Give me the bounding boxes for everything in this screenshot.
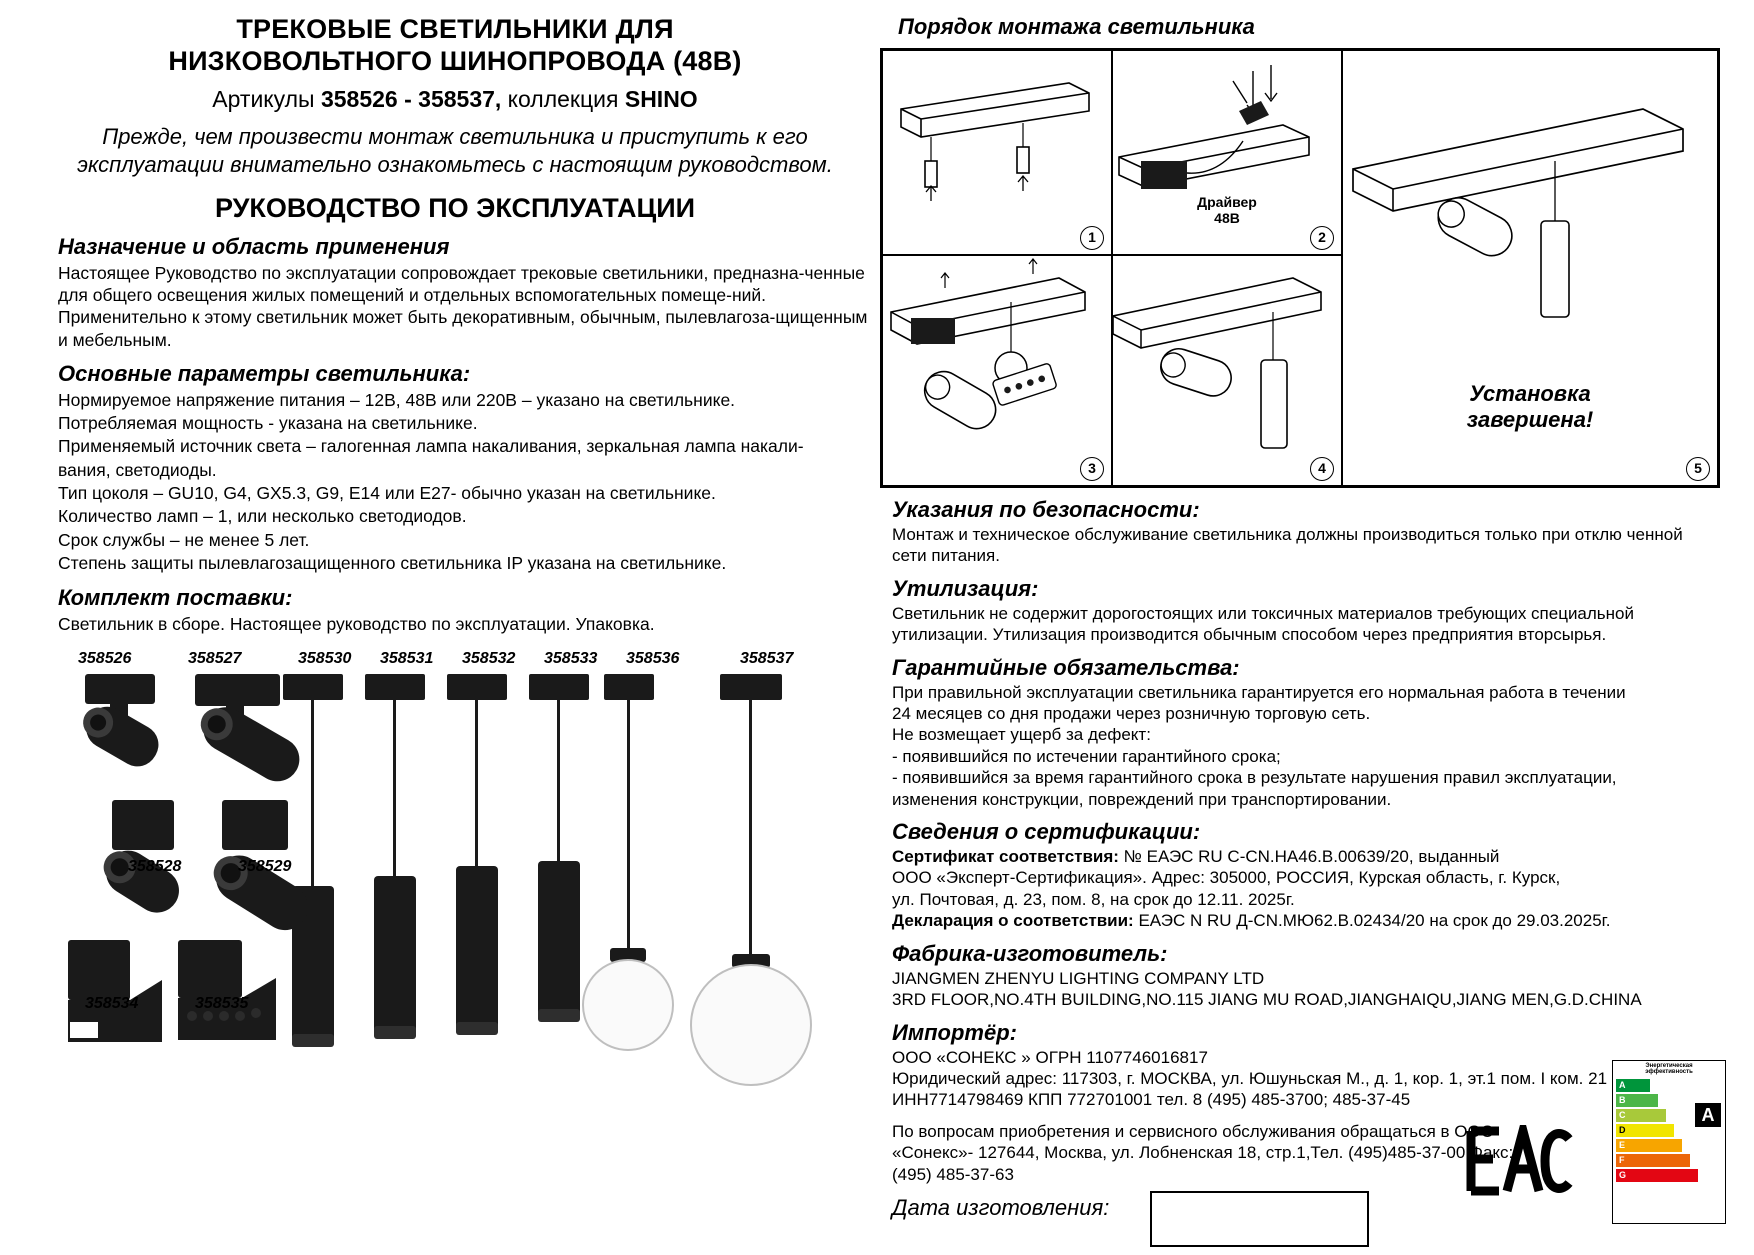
product-code: 358533 — [544, 650, 598, 667]
param-line: Тип цоколя – GU10, G4, GX5.3, G9, E14 или E27- обычно указан на светильнике. — [58, 482, 716, 503]
title-line-2: НИЗКОВОЛЬТНОГО ШИНОПРОВОДА (48В) — [168, 45, 742, 76]
title-line-1: ТРЕКОВЫЕ СВЕТИЛЬНИКИ ДЛЯ — [236, 14, 674, 44]
param-line: Степень защиты пылевлагозащищенного светильника IP указана на светильнике. — [58, 552, 727, 573]
safety-heading: Указания по безопасности: — [892, 497, 1200, 522]
product-code: 358535 — [195, 995, 249, 1012]
product-code: 358534 — [85, 995, 139, 1012]
certificate-label: Сертификат соответствия: — [892, 847, 1119, 867]
certificate-line: ул. Почтовая, д. 23, пом. 8, на срок до 12.11. 2025г. — [892, 889, 1295, 909]
step-number: 5 — [1686, 457, 1710, 481]
step-number: 1 — [1080, 226, 1104, 250]
mounting-steps-grid — [880, 48, 1720, 488]
product-code: 358529 — [238, 858, 292, 875]
declaration-line — [892, 910, 1720, 931]
manufacturer-line: JIANGMEN ZHENYU LIGHTING COMPANY LTD — [892, 968, 1265, 988]
energy-header-line1: Энергетическая — [1645, 1063, 1693, 1069]
certificate-value: № ЕАЭС RU C-CN.НА46.В.00639/20, выданный — [1118, 847, 1500, 867]
purpose-heading: Назначение и область применения — [58, 234, 450, 260]
manufacturer-heading: Фабрика-изготовитель: — [892, 940, 1168, 966]
mounting-step-3 — [882, 255, 1112, 486]
energy-class-row: G — [1616, 1169, 1698, 1182]
energy-class-row: F — [1616, 1154, 1690, 1167]
manufacture-date-row — [880, 1195, 1720, 1255]
step-1-illustration — [883, 51, 1109, 251]
declaration-label: Декларация о соответствии: — [892, 911, 1134, 931]
param-line: Количество ламп – 1, или несколько светодиодов. — [58, 506, 467, 527]
step-5-illustration — [1343, 51, 1715, 351]
warranty-line: - появившийся по истечении гарантийного срока; — [892, 746, 1281, 766]
energy-class-row: C — [1616, 1109, 1666, 1122]
product-code: 358526 — [78, 650, 132, 667]
manufacture-date-label: Дата изготовления: — [892, 1194, 1110, 1220]
energy-selected-class: A — [1695, 1103, 1721, 1127]
mounting-step-2 — [1112, 50, 1342, 255]
purpose-text: Настоящее Руководство по эксплуатации сопровождает трековые светильники, предназна-ченные для общего освещения жилых помещений и отдельных вспомогательных помеще-ний. Применительно к этому светильник может быть декоративным, обычным, пылевлагоза-щищенным и мебельным. — [58, 263, 868, 350]
certificate-line: ООО «Эксперт-Сертификация». Адрес: 305000, РОССИЯ, Курская область, г. Курск, — [892, 868, 1561, 888]
energy-class-row: E — [1616, 1139, 1682, 1152]
step-number: 2 — [1310, 226, 1334, 250]
service-line: «Сонекс»- 127644, Москва, ул. Лобненская 18, стр.1,Тел. (495)485-37-00 Факс: — [892, 1143, 1514, 1163]
energy-class-row: D — [1616, 1124, 1674, 1137]
mounting-step-1 — [882, 50, 1112, 255]
step-4-illustration — [1113, 256, 1339, 482]
product-code: 358528 — [128, 858, 182, 875]
intro-text: Прежде, чем произвести монтаж светильника и приступить к его эксплуатации внимательно ознакомьтесь с настоящим руководством. — [77, 123, 833, 177]
driver-label-line2: 48В — [1214, 210, 1240, 226]
product-code: 358537 — [740, 650, 794, 667]
product-code: 358536 — [626, 650, 680, 667]
importer-line: ООО «СОНЕКС » ОГРН 1107746016817 — [892, 1047, 1208, 1067]
manufacturer-line: 3RD FLOOR,NO.4TH BUILDING,NO.115 JIANG MU ROAD,JIANGHAIQU,JIANG MEN,G.D.CHINA — [892, 990, 1642, 1010]
left-column — [40, 14, 870, 635]
right-column — [880, 14, 1720, 1255]
collection-name: SHINO — [624, 85, 698, 112]
importer-line: ИНН7714798469 КПП 772701001 тел. 8 (495) 485-3700; 485-37-45 — [892, 1090, 1411, 1110]
driver-label-line1: Драйвер — [1197, 194, 1257, 210]
kit-heading: Комплект поставки: — [58, 585, 293, 611]
warranty-heading: Гарантийные обязательства: — [892, 654, 1240, 680]
product-gallery — [40, 650, 880, 1230]
mounting-heading: Порядок монтажа светильника — [898, 14, 1255, 39]
params-heading: Основные параметры светильника: — [58, 360, 471, 386]
energy-header-line2: эффективность — [1645, 1069, 1693, 1076]
mounting-step-4 — [1112, 255, 1342, 486]
disposal-heading: Утилизация: — [892, 575, 1039, 601]
certificate-line — [892, 846, 1720, 867]
step-3-illustration — [883, 256, 1109, 482]
importer-heading: Импортёр: — [892, 1019, 1017, 1045]
energy-class-bars — [1613, 1079, 1725, 1182]
articles-range: 358526 - 358537, — [320, 85, 502, 112]
warranty-line: При правильной эксплуатации светильника гарантируется его нормальная работа в течении — [892, 682, 1626, 702]
done-line-2: завершена! — [1466, 407, 1594, 433]
energy-class-row: A — [1616, 1079, 1650, 1092]
articles-line — [40, 86, 870, 113]
param-line: Потребляемая мощность - указана на светильнике. — [58, 413, 478, 434]
service-line: (495) 485-37-63 — [892, 1164, 1014, 1184]
energy-class-row: B — [1616, 1094, 1658, 1107]
warranty-line: 24 месяцев со дня продажи через розничную торговую сеть. — [892, 704, 1371, 724]
product-code: 358532 — [462, 650, 516, 667]
manual-title: РУКОВОДСТВО ПО ЭКСПЛУАТАЦИИ — [214, 193, 696, 224]
energy-efficiency-label — [1612, 1060, 1726, 1224]
param-line: Срок службы – не менее 5 лет. — [58, 529, 310, 550]
mounting-step-5 — [1342, 50, 1718, 486]
param-line: Нормируемое напряжение питания – 12В, 48В или 220В – указано на светильнике. — [58, 389, 736, 410]
eac-icon — [1465, 1125, 1575, 1197]
param-line: Применяемый источник света – галогенная лампа накаливания, зеркальная лампа накали- — [58, 436, 804, 457]
manufacture-date-box[interactable] — [1150, 1191, 1369, 1247]
service-line: По вопросам приобретения и сервисного обслуживания обращаться в ООО — [892, 1121, 1494, 1141]
safety-text: Монтаж и техническое обслуживание светильника должны производиться только при отклю ченной сети питания. — [892, 525, 1683, 566]
disposal-text: Светильник не содержит дорогостоящих или токсичных материалов требующих специальной утилизации. Утилизация производится обычным способом через предприятия вторсырья. — [892, 603, 1635, 645]
product-code: 358530 — [298, 650, 352, 667]
warranty-line: изменения конструкции, повреждений при транспортировании. — [892, 789, 1392, 809]
step-number: 4 — [1310, 457, 1334, 481]
importer-line: Юридический адрес: 117303, г. МОСКВА, ул. Юшуньская М., д. 1, кор. 1, эт.1 пом. I ком. 21 — [892, 1068, 1608, 1088]
energy-label-header — [1613, 1061, 1725, 1076]
kit-text: Светильник в сборе. Настоящее руководство по эксплуатации. Упаковка. — [58, 614, 655, 635]
collection-prefix: коллекция — [501, 85, 625, 112]
driver-caption — [1113, 194, 1341, 226]
product-illustrations — [40, 650, 880, 1230]
certification-heading: Сведения о сертификации: — [892, 819, 1201, 845]
installation-complete-text — [1343, 381, 1717, 434]
document-title — [40, 14, 870, 78]
declaration-value: ЕАЭС N RU Д-CN.МЮ62.В.02434/20 на срок до 29.03.2025г. — [1133, 911, 1611, 931]
param-line: вания, светодиоды. — [58, 459, 217, 480]
step-number: 3 — [1080, 457, 1104, 481]
eac-mark — [1465, 1125, 1575, 1197]
warranty-line: - появившийся за время гарантийного срока в результате нарушения правил эксплуатации, — [892, 768, 1617, 788]
product-code: 358527 — [188, 650, 242, 667]
warranty-line: Не возмещает ущерб за дефект: — [892, 725, 1151, 745]
done-line-1: Установка — [1469, 381, 1591, 406]
product-code: 358531 — [380, 650, 434, 667]
articles-prefix: Артикулы — [212, 85, 321, 112]
